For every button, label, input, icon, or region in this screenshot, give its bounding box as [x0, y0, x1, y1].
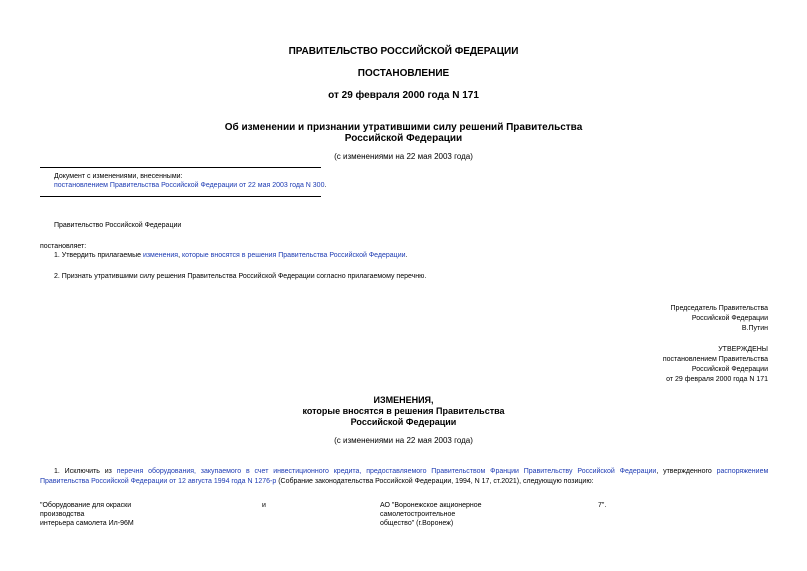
item1-line1: [54, 467, 768, 476]
amend-box-label: Документ с изменениями, внесенными:: [54, 173, 183, 180]
position-col3-line1: АО "Воронежское акционерное: [380, 502, 482, 509]
approved-line2: постановлением Правительства: [662, 356, 768, 363]
amend-link[interactable]: постановлением Правительства Российской Федерации от 22 мая 2003 года N 300: [54, 182, 325, 189]
amend-box-bottom-rule: [40, 196, 321, 197]
approved-line3: Российской Федерации: [691, 366, 768, 373]
changes-note: (с изменениями на 22 мая 2003 года): [334, 152, 473, 161]
changes-title-line2: которые вносятся в решения Правительства: [302, 406, 505, 416]
paragraph-2: 2. Признать утратившими силу решения Правительства Российской Федерации согласно прилагаемому перечню.: [54, 273, 427, 280]
decree-word: постановляет:: [40, 243, 87, 250]
p1-tail: .: [405, 252, 408, 259]
document-date: от 29 февраля 2000 года N 171: [328, 90, 479, 101]
signature-title: Председатель Правительства: [670, 305, 768, 312]
position-col1-line1: "Оборудование для окраски: [40, 502, 132, 509]
changes-title-line3: Российской Федерации: [350, 417, 457, 427]
paragraph-1: [54, 251, 407, 260]
p1-prefix: 1. Утвердить прилагаемые: [54, 252, 143, 259]
document-type: ПОСТАНОВЛЕНИЕ: [357, 68, 450, 79]
item1-prefix: 1. Исключить из: [54, 468, 117, 475]
changes-note-2: (с изменениями на 22 мая 2003 года): [334, 436, 473, 445]
position-col3-line3: общество" (г.Воронеж): [380, 520, 454, 527]
gov-line: Правительство Российской Федерации: [54, 222, 182, 229]
p1-decisions-link[interactable]: которые вносятся в решения Правительства Российской Федерации: [181, 252, 406, 259]
p1-changes-link[interactable]: изменения: [142, 252, 179, 259]
document-title-line1: Об изменении и признании утратившими силу решений Правительства: [224, 122, 583, 133]
position-col3-line2: самолетостроительное: [380, 511, 456, 518]
approved-heading: УТВЕРЖДЕНЫ: [718, 346, 768, 353]
signature-org: Российской Федерации: [691, 315, 768, 322]
changes-title-line1: ИЗМЕНЕНИЯ,: [373, 395, 434, 405]
position-col1-line2: производства: [40, 511, 85, 518]
document-title-line2: Российской Федерации: [344, 133, 463, 144]
item1-tail: (Собрание законодательства Российской Федерации, 1994, N 17, ст.2021), следующую позицию:: [276, 478, 594, 485]
government-heading: ПРАВИТЕЛЬСТВО РОССИЙСКОЙ ФЕДЕРАЦИИ: [288, 46, 519, 57]
equipment-list-link[interactable]: перечня оборудования, закупаемого в счет инвестиционного кредита, предоставляемого Правительством Франции Правительству Российской Федерации: [116, 468, 657, 475]
amend-link-tail: .: [324, 182, 327, 189]
amend-box-top-rule: [40, 167, 321, 168]
order-details-link[interactable]: Правительства Российской Федерации от 12 августа 1994 года N 1276-р: [40, 478, 277, 485]
approved-line4: от 29 февраля 2000 года N 171: [666, 376, 768, 383]
signature-name: В.Путин: [741, 325, 768, 332]
position-col2: и: [262, 502, 266, 509]
item1-line2: [40, 477, 594, 486]
position-col1-line3: интерьера самолета Ил-96М: [40, 520, 134, 527]
position-col4: 7".: [598, 502, 607, 509]
item1-mid: , утвержденного: [656, 468, 717, 475]
amend-box-entry: [54, 181, 326, 190]
p1-sep: ,: [178, 252, 182, 259]
order-link[interactable]: распоряжением: [716, 468, 769, 475]
